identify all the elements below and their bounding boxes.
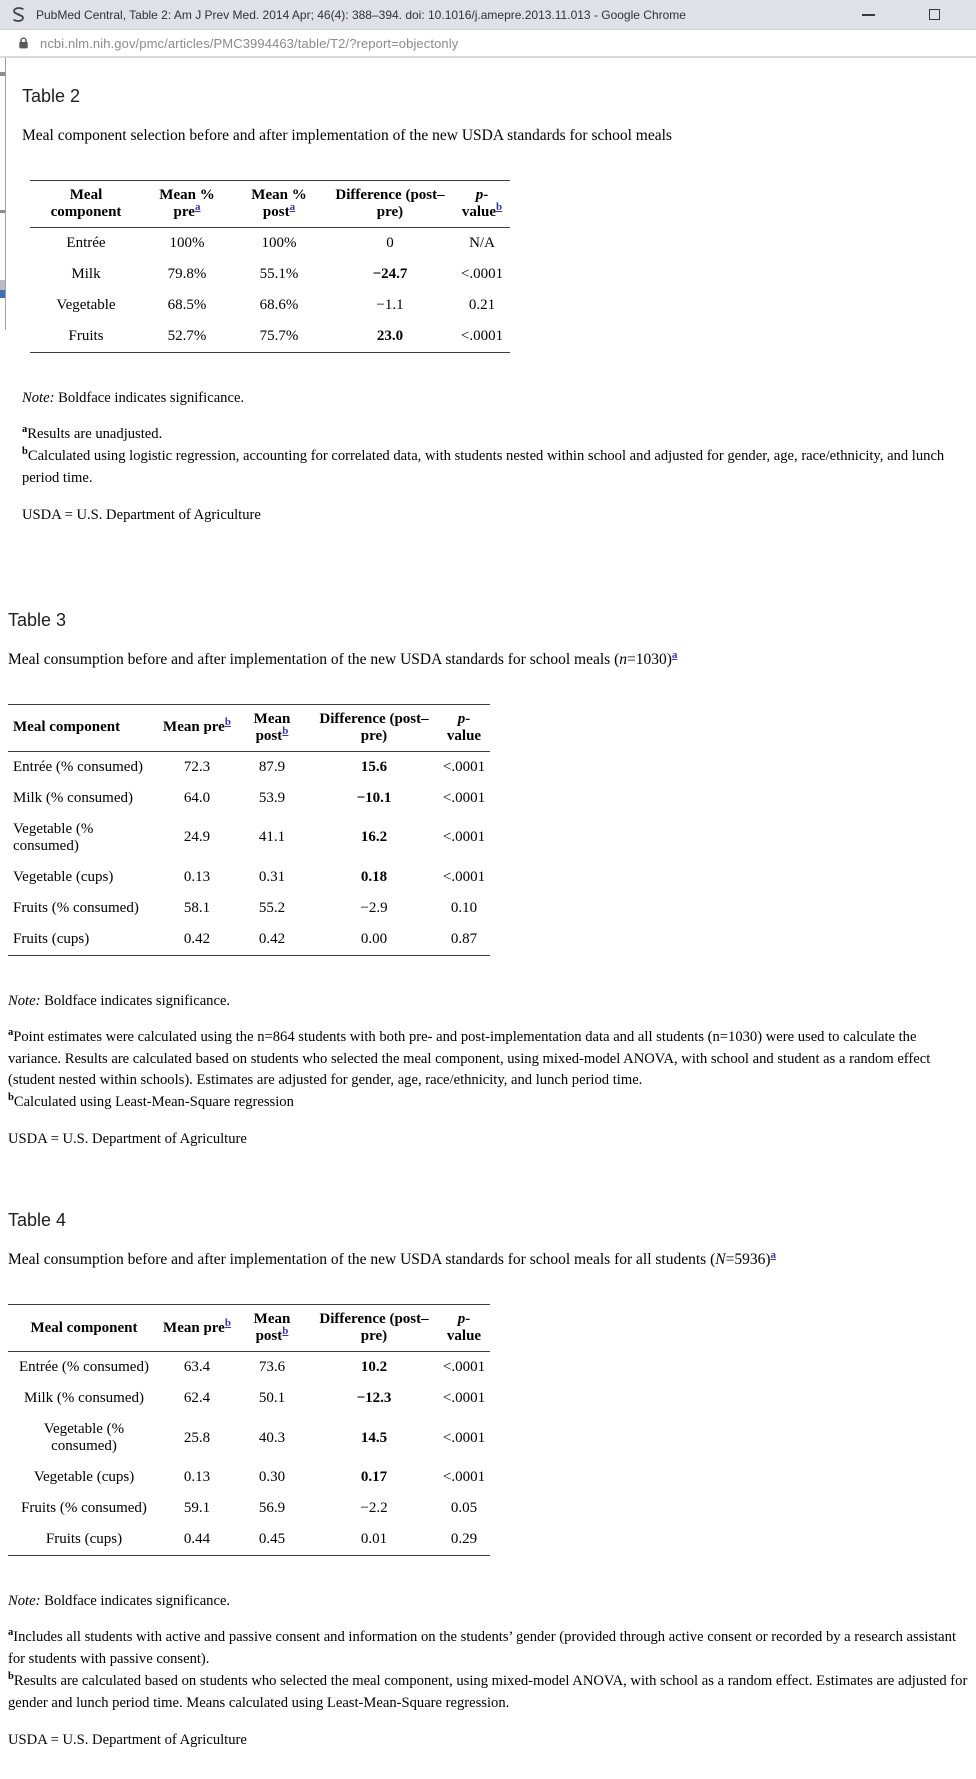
cell: Vegetable (56, 297, 116, 313)
cell: N/A (469, 235, 495, 251)
table-row (8, 783, 490, 814)
cell: Fruits (% consumed) (21, 1500, 147, 1517)
footnote-marker: b (8, 1671, 14, 1683)
cell: <.0001 (442, 1390, 486, 1407)
header-label: Mean post (253, 1311, 291, 1345)
table4-notes (8, 1593, 976, 1749)
cell: 68.5% (167, 297, 207, 313)
cell: 50.1 (258, 1390, 286, 1407)
cell: −2.9 (360, 899, 388, 916)
cell: Entrée (% consumed) (13, 758, 143, 775)
abbreviation-line: USDA = U.S. Department of Agriculture (8, 1131, 247, 1148)
cell: 0.10 (450, 899, 478, 916)
cell: <.0001 (460, 266, 504, 282)
cell: <.0001 (442, 868, 486, 885)
cell: 0.30 (258, 1469, 286, 1486)
cell: Fruits (cups) (13, 930, 90, 947)
header-cell (142, 181, 232, 228)
note-text: Boldface indicates significance. (40, 1593, 231, 1610)
cell: 79.8% (167, 266, 207, 282)
header-cell (310, 704, 438, 751)
caption-text: Meal consumption before and after implementation of the new USDA standards for school meals ( (8, 650, 620, 668)
table-row (30, 290, 510, 321)
table-row (8, 1462, 490, 1493)
note-line (22, 390, 970, 407)
cell: 75.7% (259, 328, 299, 344)
header-cell (160, 1305, 234, 1352)
table-row (8, 1414, 490, 1462)
footnote-text: Calculated using logistic regression, accounting for correlated data, with students nested within school and adjusted for gender, age, race/ethnicity, and lunch period time. (22, 447, 945, 486)
url-bar[interactable] (0, 30, 976, 58)
cell: 59.1 (183, 1500, 211, 1517)
cell: 55.1% (259, 266, 299, 282)
cell: 0.42 (258, 930, 286, 947)
cell: <.0001 (442, 1429, 486, 1446)
cell: Fruits (% consumed) (13, 899, 139, 916)
maximize-button[interactable] (926, 7, 942, 23)
table4-heading: Table 4 (8, 1210, 67, 1231)
window-controls (860, 7, 976, 23)
cell: 56.9 (258, 1500, 286, 1517)
header-cell (310, 1305, 438, 1352)
footnote-marker: a (8, 1627, 14, 1639)
footnote-link[interactable]: a (289, 201, 296, 213)
table-row (8, 814, 490, 862)
footnote-marker: b (8, 1092, 14, 1104)
cell: Entrée (66, 235, 106, 251)
caption-text: Meal component selection before and after implementation of the new USDA standards for school meals (22, 127, 672, 144)
header-label: Difference (post–pre) (319, 1311, 429, 1345)
header-cell (8, 1305, 160, 1352)
cell: 53.9 (258, 789, 286, 806)
minimize-button[interactable] (860, 7, 876, 23)
page-content (0, 58, 976, 1779)
footnote-a (22, 424, 970, 446)
cell: 55.2 (258, 899, 286, 916)
header-cell (438, 704, 490, 751)
cell: 0.29 (450, 1531, 478, 1548)
cell: 16.2 (360, 829, 388, 846)
table3-notes (8, 993, 976, 1149)
header-italic: p (475, 187, 484, 203)
cell: 0.13 (183, 1469, 211, 1486)
cell: <.0001 (442, 789, 486, 806)
cell: Vegetable (cups) (13, 868, 114, 885)
table2-section (0, 58, 976, 524)
cell: 87.9 (258, 758, 286, 775)
app-icon (10, 6, 27, 23)
cell: 0.45 (258, 1531, 286, 1548)
cell: 52.7% (167, 328, 207, 344)
cell: 0.00 (360, 930, 388, 947)
table2-notes (22, 390, 976, 524)
cell: Milk (% consumed) (13, 789, 133, 806)
cell: 0.05 (450, 1500, 478, 1517)
table-2 (30, 180, 510, 353)
note-label: Note: (8, 1593, 41, 1610)
header-label: -value (446, 1311, 482, 1345)
footnote-text: Includes all students with active and passive consent and information on the students’ gender (provided through active consent or recorded by a research assistant for students with passive consent). (8, 1629, 957, 1668)
footnote-link[interactable]: b (224, 716, 231, 729)
cell: Fruits (cups) (45, 1531, 123, 1548)
cell: 0.31 (258, 868, 286, 885)
header-cell (326, 181, 454, 228)
cell: −10.1 (356, 789, 392, 806)
cell: 58.1 (183, 899, 211, 916)
header-label: -value (461, 187, 497, 220)
cell: Fruits (68, 328, 104, 344)
footnote-b (22, 446, 970, 490)
minimize-icon (862, 14, 875, 16)
cell: 0.01 (360, 1531, 388, 1548)
cell: −1.1 (376, 297, 404, 313)
cell: −12.3 (356, 1390, 392, 1407)
header-row (30, 181, 510, 228)
lock-icon[interactable] (18, 36, 29, 50)
footnote-link[interactable]: b (282, 1325, 289, 1338)
table3-caption (8, 648, 976, 669)
cell: 15.6 (360, 758, 388, 775)
note-text: Boldface indicates significance. (54, 390, 245, 406)
abbreviation-line: USDA = U.S. Department of Agriculture (22, 506, 261, 523)
table-row (8, 924, 490, 956)
cell: Milk (71, 266, 101, 282)
header-row (8, 1305, 490, 1352)
cell: 100% (261, 235, 297, 251)
table-row (8, 1493, 490, 1524)
header-label: Difference (post–pre) (335, 187, 445, 220)
cell: 40.3 (258, 1429, 286, 1446)
cell: 72.3 (183, 758, 211, 775)
note-label: Note: (8, 992, 41, 1009)
header-label: -value (446, 710, 482, 744)
table3-heading: Table 3 (8, 609, 67, 630)
cell: <.0001 (442, 758, 486, 775)
header-label: Mean % pre (159, 187, 215, 220)
window-titlebar (0, 0, 976, 30)
footnote-text: Calculated using Least-Mean-Square regression (13, 1094, 294, 1111)
footnote-text: Point estimates were calculated using the n=864 students with both pre- and post-implementation data and all students (n=1030) were used to calculate the variance. Results are calculated based on students who selected the meal component, using mixed-model ANOVA, with school and student as a random effect (student nested within schools). Estimates are adjusted for gender, age, race/ethnicity, and lunch period time. (8, 1028, 931, 1089)
header-label: Mean pre (163, 1319, 225, 1336)
table-row (8, 1524, 490, 1556)
header-cell (8, 704, 160, 751)
header-label: Difference (post–pre) (319, 710, 429, 744)
cell: 0.18 (360, 868, 388, 885)
footnote-a (8, 1027, 970, 1093)
caption-var: N (715, 1251, 726, 1269)
table-row (30, 228, 510, 260)
cell: 64.0 (183, 789, 211, 806)
note-label: Note: (22, 390, 55, 406)
footnote-link[interactable]: b (282, 724, 289, 737)
cell: 25.8 (183, 1429, 211, 1446)
footnote-b (8, 1671, 970, 1715)
footnote-a (8, 1627, 970, 1671)
cell: 14.5 (360, 1429, 388, 1446)
caption-footnote-link[interactable]: a (770, 1249, 776, 1262)
url-text[interactable]: ncbi.nlm.nih.gov/pmc/articles/PMC3994463/table/T2/?report=objectonly (40, 35, 459, 51)
cell: 41.1 (258, 829, 286, 846)
cell: <.0001 (442, 1359, 486, 1376)
caption-footnote-link[interactable]: a (671, 648, 678, 661)
cell: 0.17 (360, 1469, 388, 1486)
table-row (8, 751, 490, 783)
header-row (8, 704, 490, 751)
header-cell (232, 181, 326, 228)
table-row (30, 259, 510, 290)
cell: 100% (169, 235, 205, 251)
table-row (30, 321, 510, 353)
header-cell (438, 1305, 490, 1352)
table-3 (8, 704, 490, 956)
cell: 0.42 (183, 930, 211, 947)
cell: Milk (% consumed) (24, 1390, 144, 1407)
table-4 (8, 1304, 490, 1556)
cell: 24.9 (183, 829, 211, 846)
table-row (8, 1383, 490, 1414)
footnote-text: Results are unadjusted. (27, 426, 163, 442)
abbreviation-line: USDA = U.S. Department of Agriculture (8, 1731, 247, 1748)
footnote-marker: a (8, 1026, 14, 1038)
note-line (8, 993, 970, 1010)
cell: Entrée (% consumed) (19, 1359, 149, 1376)
header-label: Mean post (253, 710, 291, 744)
table-row (8, 893, 490, 924)
cell: <.0001 (442, 1469, 486, 1486)
cell: −24.7 (372, 266, 408, 282)
table4-section (0, 1148, 976, 1749)
header-label: Meal component (30, 1319, 138, 1336)
header-label: Mean % post (251, 187, 307, 220)
cell: 0 (386, 235, 394, 251)
footnote-b (8, 1092, 970, 1114)
cell: 0.21 (468, 297, 496, 313)
cell: −2.2 (360, 1500, 388, 1517)
header-cell (30, 181, 142, 228)
cell: 0.87 (450, 930, 478, 947)
caption-text: Meal consumption before and after implementation of the new USDA standards for school meals for all students ( (8, 1251, 716, 1269)
footnote-link[interactable]: a (194, 201, 201, 213)
cell: 0.44 (183, 1531, 211, 1548)
cell: <.0001 (460, 328, 504, 344)
header-italic: p (457, 1311, 466, 1328)
maximize-icon (929, 9, 940, 20)
background-window-edge (0, 58, 6, 330)
caption-var: n (619, 650, 627, 668)
footnote-text: Results are calculated based on students who selected the meal component, using mixed-model ANOVA, with school as a random effect. Estimates are adjusted for gender and lunch period time. Means calculated using Least-Mean-Square regression. (8, 1673, 968, 1711)
caption-tail: =1030) (626, 650, 672, 668)
table3-section (0, 524, 976, 1149)
note-line (8, 1593, 970, 1610)
cell: <.0001 (442, 829, 486, 846)
header-italic: p (457, 710, 466, 727)
window-title: PubMed Central, Table 2: Am J Prev Med. 2014 Apr; 46(4): 388–394. doi: 10.1016/j.amepre.2013.11.013 - Google Chrome (36, 7, 686, 22)
header-label: Meal component (50, 187, 122, 220)
cell: Vegetable (cups) (33, 1469, 135, 1486)
note-text: Boldface indicates significance. (40, 992, 231, 1009)
cell: Vegetable (% consumed) (43, 1421, 125, 1455)
table2-caption (22, 127, 976, 145)
table-row (8, 1352, 490, 1384)
table4-caption (8, 1251, 976, 1269)
cell: 0.13 (183, 868, 211, 885)
header-label: Mean pre (163, 719, 225, 736)
cell: 73.6 (258, 1359, 286, 1376)
header-cell (454, 181, 510, 228)
footnote-marker: b (22, 446, 28, 458)
header-cell (234, 704, 310, 751)
caption-tail: =5936) (725, 1251, 771, 1269)
header-cell (160, 704, 234, 751)
cell: 68.6% (259, 297, 299, 313)
table-row (8, 862, 490, 893)
table2-heading: Table 2 (22, 86, 81, 106)
cell: 23.0 (376, 328, 404, 344)
footnote-marker: a (22, 424, 28, 436)
cell: Vegetable (% consumed) (13, 820, 94, 854)
cell: 10.2 (360, 1359, 388, 1376)
header-cell (234, 1305, 310, 1352)
cell: 62.4 (183, 1390, 211, 1407)
header-label: Meal component (13, 719, 121, 736)
footnote-link[interactable]: b (224, 1316, 231, 1329)
footnote-link[interactable]: b (496, 201, 503, 213)
cell: 63.4 (183, 1359, 211, 1376)
